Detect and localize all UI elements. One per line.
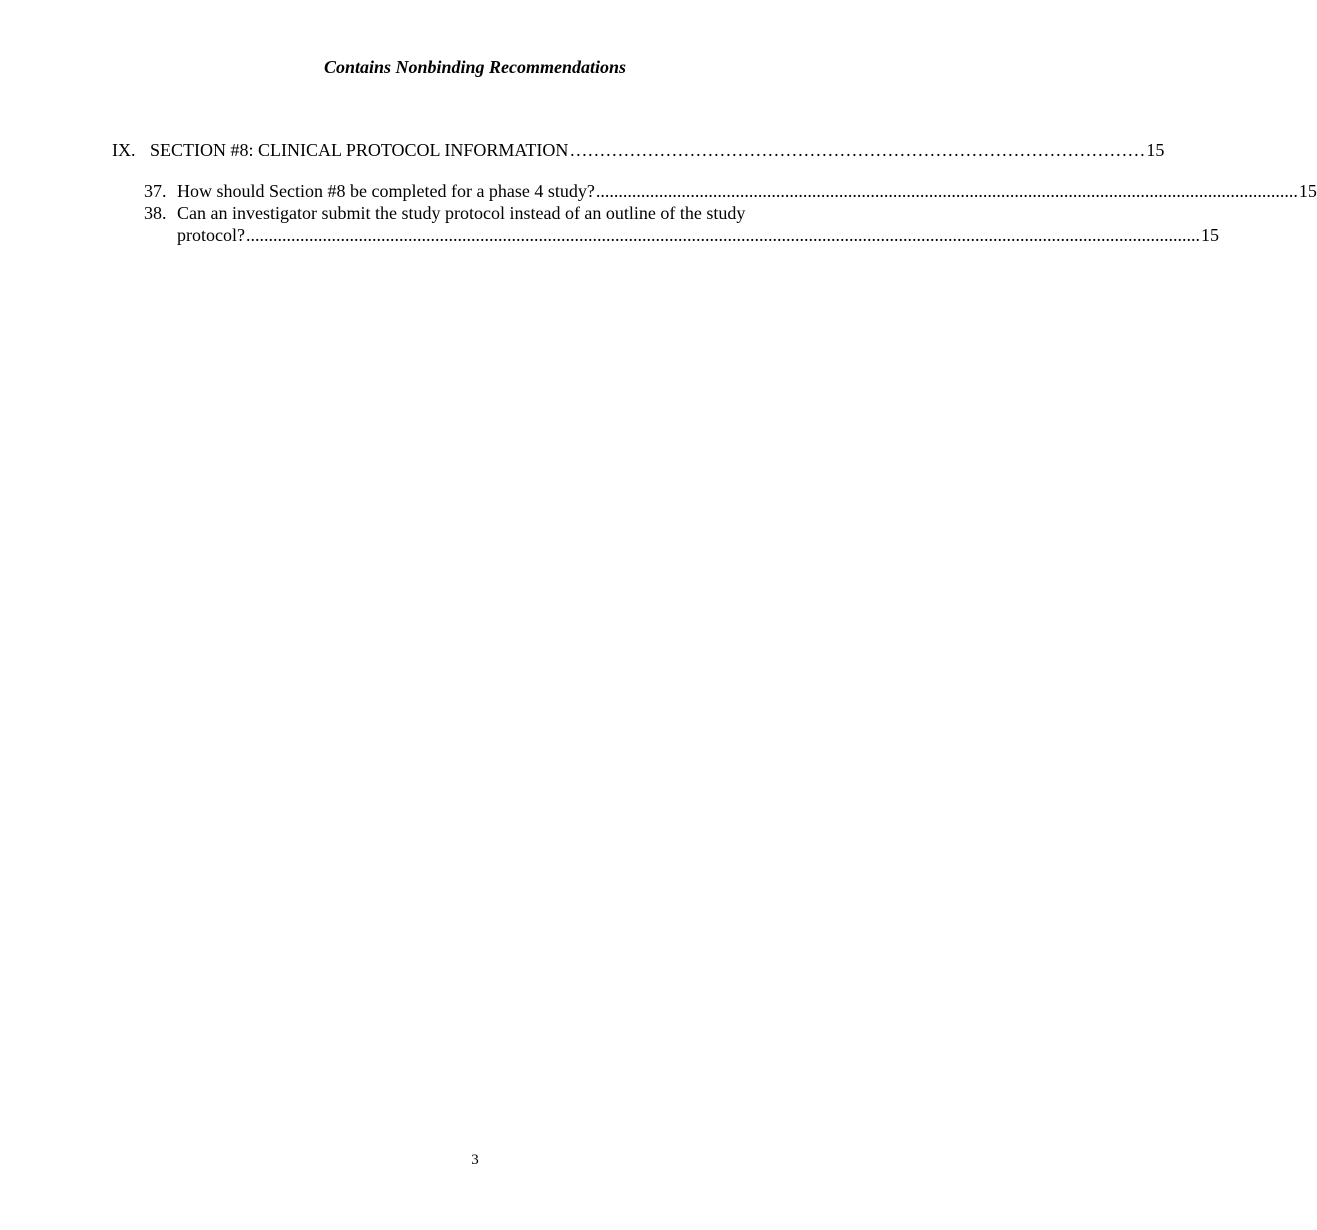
item-line [177, 224, 1219, 246]
item-question: How should Section #8 be completed for a phase 4 study? [177, 181, 595, 201]
section-number: IX. [112, 140, 136, 160]
section-page-number: 15 [1146, 140, 1165, 160]
item-dot-leader: ............................................................................................................................................................ [595, 181, 1298, 201]
item-body [177, 202, 1219, 246]
toc-item-37[interactable] [144, 180, 1317, 202]
toc-item-list [144, 180, 1317, 246]
section-title: SECTION #8: CLINICAL PROTOCOL INFORMATION [150, 140, 569, 160]
item-number: 37. [144, 181, 167, 201]
item-line [177, 180, 1317, 202]
item-question-line-2: protocol? [177, 225, 245, 245]
page-number-footer: 3 [471, 1152, 479, 1168]
item-page-number: 15 [1298, 181, 1317, 201]
section-dot-leader: …………………………………………………………………………………… [569, 140, 1146, 160]
item-page-number: 15 [1200, 225, 1219, 245]
item-body [177, 180, 1317, 202]
page-header: Contains Nonbinding Recommendations [323, 57, 627, 77]
toc-item-38[interactable] [144, 202, 1219, 246]
item-number: 38. [144, 203, 167, 223]
toc-section-ix[interactable] [112, 139, 1165, 161]
item-question-line-1: Can an investigator submit the study protocol instead of an outline of the study [177, 203, 746, 223]
table-of-contents [112, 139, 1317, 246]
item-dot-leader: .................................................................................................................................................................................................................... [245, 225, 1200, 245]
